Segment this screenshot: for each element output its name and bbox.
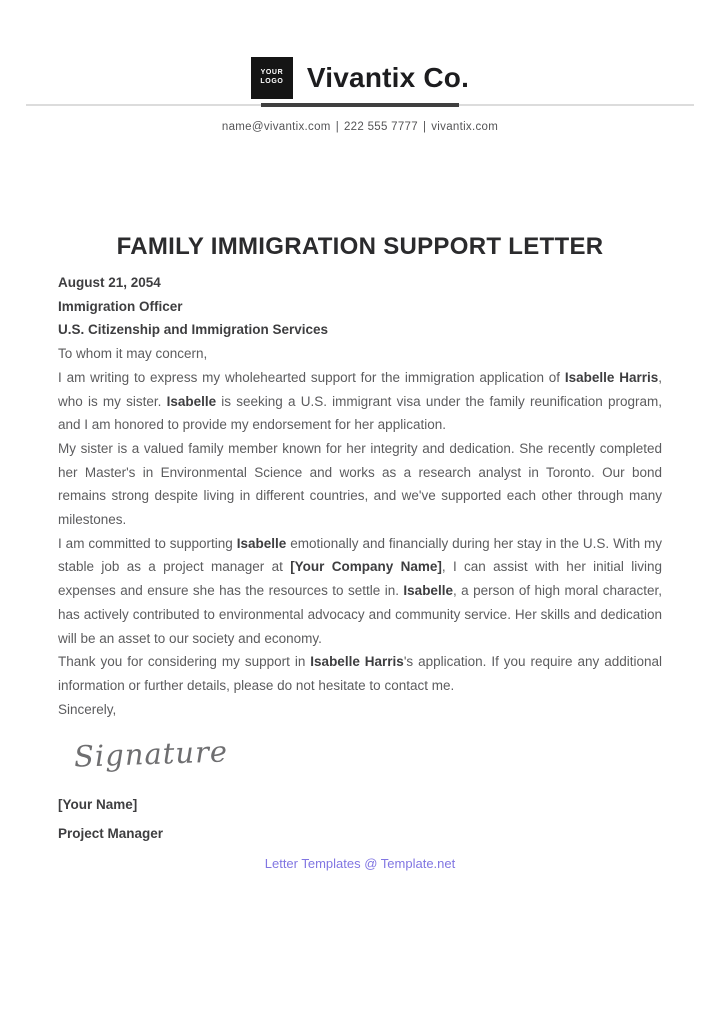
contact-email: name@vivantix.com: [221, 121, 331, 133]
paragraph-2: My sister is a valued family member known for her integrity and dedication. She recently completed her Master's in Environmental Science and works as a research analyst in Toronto. Our bond remains strong despite living in different countries, and we've supported each other through many milestones.: [58, 440, 662, 528]
salutation: To whom it may concern,: [58, 346, 208, 362]
recipient-line: Immigration Officer: [58, 298, 183, 314]
paragraph-1: I am writing to express my wholehearted support for the immigration application of Isabelle Harris, who is my sister. Isabelle is seeking a U.S. immigrant visa under the family reunification program, and I am honored to provide my endorsement for her application.: [58, 369, 662, 433]
contact-separator: |: [335, 121, 339, 133]
signature-image: Signature: [73, 734, 229, 775]
letterhead: [0, 0, 720, 99]
logo-text-line2: LOGO: [260, 77, 284, 85]
recipient-line: U.S. Citizenship and Immigration Services: [58, 322, 329, 338]
paragraph-3: I am committed to supporting Isabelle emotionally and financially during her stay in the U.S. With my stable job as a project manager at [Your Company Name], I can assist with her initial living expenses and ensure she has the resources to settle in. Isabelle, a person of high moral character, has actively contributed to environmental advocacy and community service. Her skills and dedication will be an asset to our society and economy.: [58, 535, 663, 646]
signer-block: [58, 791, 662, 848]
signature-area: [58, 721, 720, 775]
signer-name: [Your Name]: [58, 797, 138, 813]
signer-role: Project Manager: [58, 825, 164, 841]
letter-date: August 21, 2054: [58, 275, 161, 290]
footer-credit: [0, 856, 720, 871]
contact-separator: |: [422, 121, 427, 133]
contact-phone: 222 555 7777: [343, 121, 418, 133]
contact-line: [0, 121, 720, 133]
header-divider: [26, 103, 694, 107]
letter-body: [58, 271, 662, 721]
paragraph-4: Thank you for considering my support in Isabelle Harris's application. If you require any additional information or further details, please do not hesitate to contact me.: [58, 654, 663, 693]
logo-text-line1: YOUR: [260, 69, 284, 77]
document-title: FAMILY IMMIGRATION SUPPORT LETTER: [116, 233, 604, 260]
closing: Sincerely,: [58, 701, 117, 717]
company-logo: [251, 57, 293, 99]
contact-website: vivantix.com: [431, 121, 499, 133]
company-name: Vivantix Co.: [306, 61, 470, 93]
divider-thick-line: [261, 103, 459, 107]
template-net-link[interactable]: Letter Templates @ Template.net: [264, 856, 456, 872]
